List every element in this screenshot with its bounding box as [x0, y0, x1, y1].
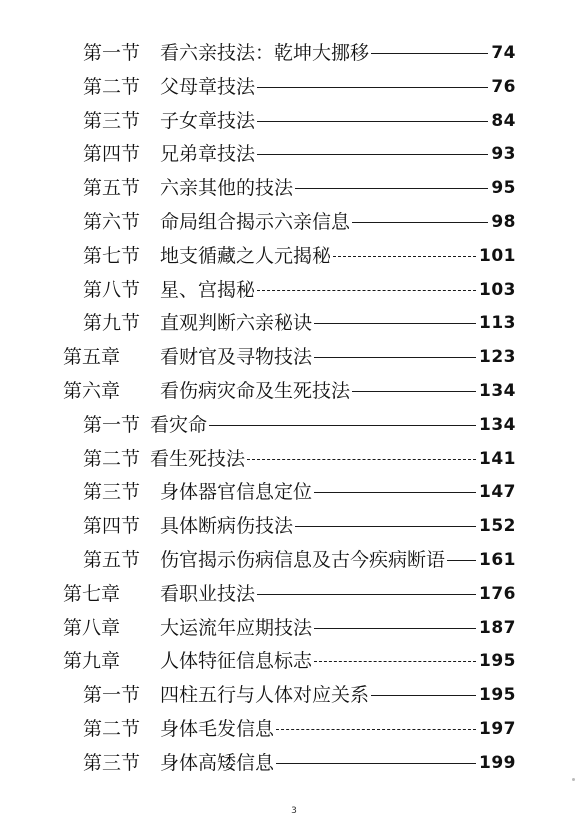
toc-section-row: [0, 443, 588, 477]
toc-entry-number: 第二节: [83, 447, 141, 470]
toc-section-row: [0, 37, 588, 71]
toc-page-number: 84: [491, 110, 516, 131]
toc-page-number: 123: [479, 347, 516, 368]
toc-entry-number: 第八节: [83, 278, 141, 301]
toc-leader-line: [257, 594, 476, 595]
toc-section-row: [0, 206, 588, 240]
toc-entry-number: 第七章: [63, 582, 121, 605]
toc-section-row: [0, 138, 588, 172]
toc-entry-title: 四柱五行与人体对应关系: [160, 684, 370, 707]
toc-page-number: 76: [491, 76, 516, 97]
toc-entry-number: 第五章: [63, 346, 121, 369]
toc-entry-title: 子女章技法: [160, 109, 256, 132]
toc-entry-number: 第六节: [83, 210, 141, 233]
toc-entry-title: 看职业技法: [160, 582, 256, 605]
toc-leader-line: [209, 425, 476, 426]
toc-entry-title: 看灾命: [150, 413, 208, 436]
toc-leader-line: [314, 323, 476, 324]
toc-section-row: [0, 71, 588, 105]
toc-section-row: [0, 679, 588, 713]
toc-leader-line: [247, 459, 476, 460]
toc-entry-title: 伤官揭示伤病信息及古今疾病断语: [160, 548, 446, 571]
toc-leader-line: [276, 763, 476, 764]
toc-leader-line: [371, 53, 488, 54]
toc-entry-title: 地支循藏之人元揭秘: [160, 244, 332, 267]
toc-entry-number: 第二节: [83, 717, 141, 740]
toc-chapter-row: [0, 341, 588, 375]
toc-entry-title: 看财官及寻物技法: [160, 346, 313, 369]
toc-page-number: 161: [479, 549, 516, 570]
toc-page-number: 134: [479, 380, 516, 401]
toc-section-row: [0, 307, 588, 341]
toc-section-row: [0, 172, 588, 206]
toc-chapter-row: [0, 645, 588, 679]
toc-entry-title: 看伤病灾命及生死技法: [160, 379, 351, 402]
toc-entry-number: 第九章: [63, 650, 121, 673]
toc-leader-line: [314, 628, 476, 629]
toc-entry-number: 第一节: [83, 42, 141, 64]
toc-entry-number: 第三节: [83, 481, 141, 504]
toc-page-number: 187: [479, 617, 516, 638]
toc-entry-title: 大运流年应期技法: [160, 616, 313, 639]
toc-section-row: [0, 409, 588, 443]
toc-entry-number: 第三节: [83, 109, 141, 132]
toc-page-number: 98: [491, 211, 516, 232]
toc-entry-title: 身体毛发信息: [160, 717, 275, 740]
toc-entry-title: 直观判断六亲秘诀: [160, 312, 313, 335]
toc-leader-line: [295, 188, 488, 189]
toc-page-number: 113: [479, 313, 516, 334]
toc-page-number: 195: [479, 685, 516, 706]
toc-page-number: 176: [479, 583, 516, 604]
toc-leader-line: [371, 695, 476, 696]
toc-entry-number: 第二节: [83, 75, 141, 98]
toc-entry-number: 第三节: [83, 751, 141, 774]
toc-entry-title: 具体断病伤技法: [160, 515, 294, 538]
toc-entry-title: 人体特征信息标志: [160, 650, 313, 673]
toc-page-number: 195: [479, 651, 516, 672]
toc-entry-title: 看生死技法: [150, 447, 246, 470]
toc-page-number: 152: [479, 516, 516, 537]
toc-section-row: [0, 713, 588, 747]
toc-entry-number: 第六章: [63, 379, 121, 402]
toc-page-number: 95: [491, 178, 516, 199]
toc-section-row: [0, 747, 588, 781]
toc-section-row: [0, 476, 588, 510]
toc-leader-line: [257, 290, 476, 291]
toc-entry-title: 身体器官信息定位: [160, 481, 313, 504]
toc-leader-line: [352, 222, 488, 223]
toc-entry-title: 兄弟章技法: [160, 143, 256, 166]
toc-entry-title: 命局组合揭示六亲信息: [160, 210, 351, 233]
toc-entry-number: 第五节: [83, 548, 141, 571]
toc-page-number: 103: [479, 279, 516, 300]
toc-entry-title: 看六亲技法：乾坤大挪移: [160, 42, 370, 64]
toc-entry-number: 第七节: [83, 244, 141, 267]
toc-entry-title: 六亲其他的技法: [160, 177, 294, 200]
toc-entry-number: 第九节: [83, 312, 141, 335]
toc-page-number: 74: [491, 43, 516, 63]
toc-section-row: [0, 544, 588, 578]
toc-entry-title: 身体高矮信息: [160, 751, 275, 774]
toc-page-number: 134: [479, 414, 516, 435]
toc-leader-line: [295, 526, 476, 527]
toc-entry-title: 父母章技法: [160, 75, 256, 98]
toc-chapter-row: [0, 612, 588, 646]
toc-leader-line: [333, 256, 476, 257]
toc-page-number: 147: [479, 482, 516, 503]
toc-entry-title: 星、宫揭秘: [160, 278, 256, 301]
toc-page-number: 199: [479, 752, 516, 773]
toc-entry-number: 第一节: [83, 413, 141, 436]
toc-leader-line: [257, 121, 488, 122]
scan-speck: [572, 778, 575, 781]
toc-chapter-row: [0, 375, 588, 409]
toc-entry-number: 第四节: [83, 515, 141, 538]
page-number: 3: [291, 806, 297, 816]
toc-entry-number: 第一节: [83, 684, 141, 707]
toc-leader-line: [314, 492, 476, 493]
toc-entry-number: 第八章: [63, 616, 121, 639]
toc-leader-line: [257, 154, 488, 155]
toc-chapter-row: [0, 578, 588, 612]
toc-section-row: [0, 274, 588, 308]
toc-leader-line: [352, 391, 476, 392]
toc-section-row: [0, 105, 588, 139]
toc-page-number: 101: [479, 245, 516, 266]
toc-section-row: [0, 240, 588, 274]
toc-entry-number: 第四节: [83, 143, 141, 166]
toc-page-number: 93: [491, 144, 516, 165]
table-of-contents: [0, 37, 588, 781]
toc-page-number: 197: [479, 718, 516, 739]
toc-leader-line: [257, 87, 488, 88]
toc-leader-line: [314, 661, 476, 662]
toc-leader-line: [447, 560, 476, 561]
toc-leader-line: [314, 357, 476, 358]
toc-section-row: [0, 510, 588, 544]
toc-page-number: 141: [479, 448, 516, 469]
toc-leader-line: [276, 729, 476, 730]
toc-entry-number: 第五节: [83, 177, 141, 200]
